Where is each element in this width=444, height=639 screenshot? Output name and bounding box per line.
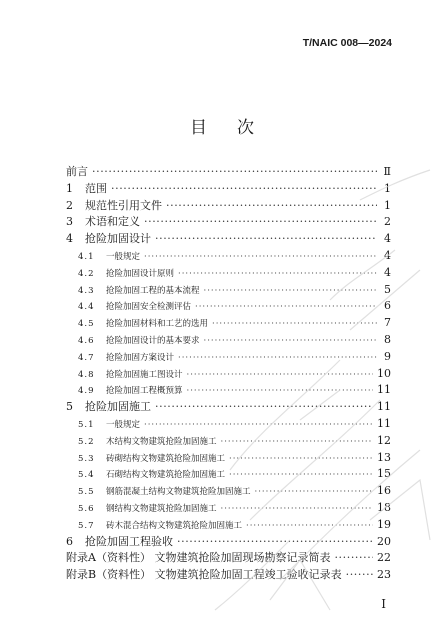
toc-entry[interactable]	[66, 282, 391, 299]
toc-entry-number: 5.3	[78, 453, 95, 464]
toc-entry[interactable]	[66, 500, 391, 517]
toc-entry-label: 抢险加固设计原则	[106, 268, 175, 279]
toc-entry-page: 12	[377, 433, 391, 447]
toc-entry-number: 2	[66, 198, 73, 212]
dot-leader	[204, 283, 377, 300]
toc-entry-label: 砖木混合结构文物建筑抢险加固施工	[106, 520, 243, 531]
toc-entry-label: 钢结构文物建筑抢险加固施工	[106, 503, 217, 514]
toc-entry[interactable]	[66, 534, 391, 551]
toc-entry-label: 一般规定	[106, 419, 141, 430]
dot-leader	[155, 399, 373, 416]
toc-entry-page: Ⅱ	[383, 165, 391, 178]
toc-entry[interactable]	[66, 214, 391, 231]
toc-entry-page: 11	[377, 400, 391, 414]
dot-leader	[346, 567, 373, 584]
toc-entry[interactable]	[66, 248, 391, 265]
toc-entry-page: 20	[377, 534, 391, 548]
page-number: I	[381, 597, 386, 611]
dot-leader	[155, 231, 377, 248]
toc-entry-label: 木结构文物建筑抢险加固施工	[106, 436, 217, 447]
toc-entry[interactable]	[66, 231, 391, 248]
toc-entry[interactable]	[66, 466, 391, 483]
toc-entry-page: 1	[384, 198, 391, 212]
toc-entry-number: 4	[66, 232, 73, 246]
dot-leader	[229, 451, 373, 468]
toc-entry-label: 石砌结构文物建筑抢险加固施工	[106, 470, 226, 481]
toc-entry-page: 4	[384, 248, 391, 262]
toc-entry-number: 4.9	[78, 386, 95, 397]
dot-leader	[221, 434, 373, 451]
toc-entry-page: 6	[384, 299, 391, 313]
toc-entry-page: 4	[384, 232, 391, 246]
toc-entry[interactable]	[66, 298, 391, 315]
toc-entry-page: 18	[377, 500, 391, 514]
toc-entry-page: 1	[384, 181, 391, 195]
toc-entry-page: 13	[377, 450, 391, 464]
toc-entry-page: 16	[377, 484, 391, 498]
toc-entry[interactable]	[66, 265, 391, 282]
document-id: T/NAIC 008—2024	[302, 37, 392, 49]
toc-entry-page: 10	[377, 366, 391, 380]
dot-leader	[166, 198, 377, 215]
toc-entry-label: 一般规定	[106, 251, 141, 262]
dot-leader	[221, 501, 373, 518]
dot-leader	[195, 299, 377, 316]
toc-entry[interactable]	[66, 483, 391, 500]
toc-entry-number: 5	[66, 400, 73, 414]
toc-entry[interactable]	[66, 382, 391, 399]
toc-entry[interactable]	[66, 164, 391, 181]
toc-entry-label: 附录B（资料性） 文物建筑抢险加固工程竣工验收记录表	[66, 568, 342, 582]
dot-leader	[204, 333, 377, 350]
toc-entry-number: 6	[66, 534, 73, 548]
page-title: 目次	[190, 118, 284, 138]
toc-entry-number: 4.5	[78, 319, 95, 330]
toc-entry-label: 前言	[66, 165, 88, 178]
toc-entry[interactable]	[66, 399, 391, 416]
toc-entry-number: 5.7	[78, 520, 95, 531]
toc-entry-number: 5.2	[78, 436, 95, 447]
toc-entry-number: 4.1	[78, 251, 95, 262]
toc-entry-label: 钢筋混凝土结构文物建筑抢险加固施工	[106, 487, 251, 498]
toc-entry-page: 15	[377, 467, 391, 481]
toc-entry-number: 5.4	[78, 470, 95, 481]
toc-entry-page: 8	[384, 332, 391, 346]
toc-entry-label: 规范性引用文件	[85, 198, 162, 212]
toc-entry-number: 4.8	[78, 369, 95, 380]
toc-entry[interactable]	[66, 567, 391, 584]
toc-entry-page: 19	[377, 517, 391, 531]
toc-entry-number: 3	[66, 215, 73, 229]
toc-entry-number: 5.5	[78, 487, 95, 498]
toc-entry-label: 抢险加固工程验收	[85, 534, 173, 548]
toc-entry-number: 4.6	[78, 335, 95, 346]
toc-entry-number: 4.4	[78, 302, 95, 313]
toc-entry-label: 砖砌结构文物建筑抢险加固施工	[106, 453, 226, 464]
toc-entry-label: 抢险加固设计的基本要求	[106, 335, 200, 346]
toc-entry-label: 抢险加固工程概预算	[106, 386, 183, 397]
toc-entry-number: 5.1	[78, 419, 95, 430]
toc-entry-label: 抢险加固材料和工艺的选用	[106, 319, 209, 330]
toc-entry-page: 11	[377, 416, 391, 430]
toc-entry-page: 11	[377, 383, 391, 397]
toc-entry-number: 4.3	[78, 285, 95, 296]
toc-entry-page: 22	[377, 551, 391, 565]
toc-entry-page: 5	[384, 282, 391, 296]
toc-entry[interactable]	[66, 450, 391, 467]
toc-entry-number: 4.2	[78, 268, 95, 279]
dot-leader	[334, 550, 373, 567]
dot-leader	[212, 316, 377, 333]
toc-entry[interactable]	[66, 433, 391, 450]
dot-leader	[111, 181, 377, 198]
dot-leader	[255, 484, 373, 501]
toc-entry-label: 抢险加固安全检测评估	[106, 302, 192, 313]
toc-entry-label: 抢险加固施工图设计	[106, 369, 183, 380]
dot-leader	[177, 534, 373, 551]
toc-entry-label: 抢险加固方案设计	[106, 352, 175, 363]
toc-entry-label: 附录A（资料性） 文物建筑抢险加固现场勘察记录简表	[66, 551, 331, 565]
dot-leader	[246, 518, 373, 535]
toc-entry[interactable]	[66, 366, 391, 383]
dot-leader	[229, 467, 373, 484]
dot-leader	[178, 266, 377, 283]
toc-entry[interactable]	[66, 349, 391, 366]
toc-entry-label: 抢险加固施工	[85, 400, 151, 414]
toc-entry-label: 范围	[85, 181, 107, 195]
toc-entry-label: 抢险加固设计	[85, 232, 151, 246]
dot-leader	[144, 417, 373, 434]
toc-entry[interactable]	[66, 416, 391, 433]
toc-entry[interactable]	[66, 198, 391, 215]
toc-entry[interactable]	[66, 181, 391, 198]
toc-entry-number: 5.6	[78, 503, 95, 514]
table-of-contents	[66, 164, 391, 584]
toc-entry-page: 9	[384, 349, 391, 363]
dot-leader	[144, 214, 377, 231]
toc-entry[interactable]	[66, 332, 391, 349]
toc-entry-number: 4.7	[78, 352, 95, 363]
toc-entry-label: 术语和定义	[85, 215, 140, 229]
dot-leader	[92, 164, 377, 181]
toc-entry-number: 1	[66, 181, 73, 195]
toc-entry[interactable]	[66, 550, 391, 567]
toc-entry[interactable]	[66, 517, 391, 534]
toc-entry-page: 4	[384, 265, 391, 279]
dot-leader	[178, 350, 377, 367]
toc-entry-page: 2	[384, 215, 391, 229]
dot-leader	[144, 249, 377, 266]
dot-leader	[187, 383, 373, 400]
toc-entry-page: 7	[384, 316, 391, 330]
toc-entry-page: 23	[377, 568, 391, 582]
dot-leader	[187, 367, 373, 384]
toc-entry-label: 抢险加固工程的基本流程	[106, 285, 200, 296]
toc-entry[interactable]	[66, 315, 391, 332]
